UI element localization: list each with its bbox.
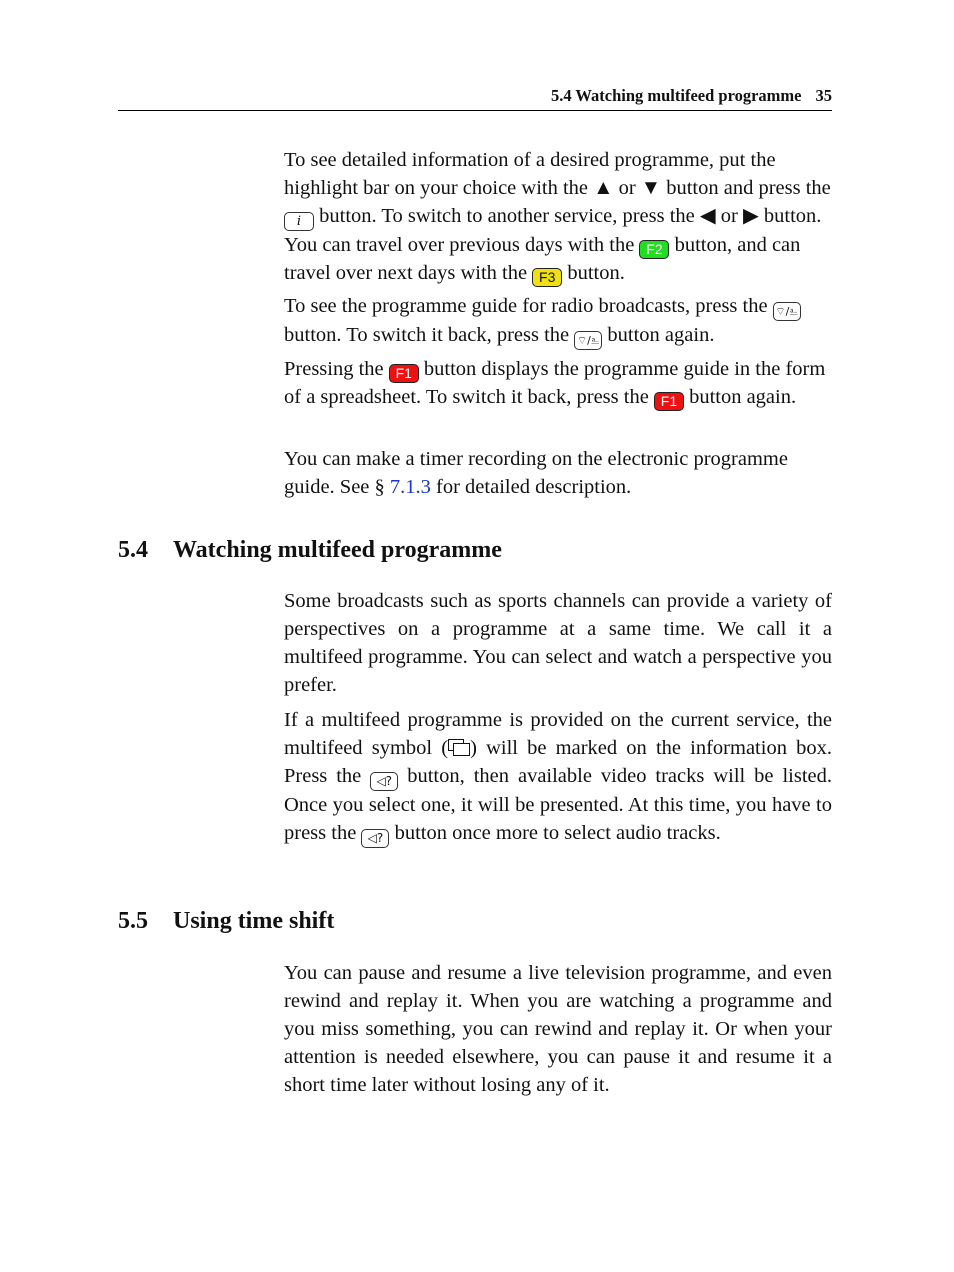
text: button once more to select audio tracks. — [394, 822, 721, 844]
text: button, then available video tracks will be listed. Once you select one, it will be presented. At this time, you have to press the — [284, 765, 833, 844]
text: Pressing the — [284, 358, 384, 380]
paragraph-multifeed-intro: Some broadcasts such as sports channels can provide a variety of perspectives on a programme at a same time. We call it a multifeed programme. You can select and watch a perspective you prefer. — [284, 590, 832, 696]
left-arrow-icon: ◀ — [699, 205, 716, 227]
text: or — [618, 177, 636, 199]
header-section: 5.4 Watching multifeed programme — [550, 86, 802, 105]
section-heading-5-5 — [118, 908, 334, 935]
section-link[interactable]: 7.1.3 — [389, 476, 431, 498]
text: button. To switch it back, press the — [284, 324, 570, 346]
audio-key-icon: ◁? — [370, 772, 398, 791]
section-title: Using time shift — [173, 908, 335, 934]
section-heading-5-4 — [118, 537, 502, 564]
text: button. You can travel over previous days with the — [284, 205, 822, 256]
section-title: Watching multifeed programme — [173, 537, 502, 563]
section-number: 5.4 — [118, 537, 148, 563]
f1-key-icon: F1 — [654, 392, 684, 411]
down-arrow-icon: ▼ — [640, 177, 662, 199]
text: for detailed description. — [436, 476, 632, 498]
section-number: 5.5 — [118, 908, 148, 934]
text: button, and can travel over next days with the — [284, 234, 801, 284]
text: You can make a timer recording on the electronic programme guide. See § — [284, 448, 788, 498]
text: ) will be marked on the information box. Press the — [284, 737, 832, 787]
text: If a multifeed programme is provided on the current service, the multifeed symbol ( — [284, 709, 832, 759]
paragraph-timer — [284, 445, 832, 501]
text: button again. — [607, 324, 715, 346]
text: To see detailed information of a desired programme, put the highlight bar on your choice with the — [284, 149, 776, 199]
right-arrow-icon: ▶ — [743, 205, 759, 227]
text: button. — [567, 262, 625, 284]
f2-key-icon: F2 — [639, 240, 669, 259]
text: button displays the programme guide in the form of a spreadsheet. To switch it back, press the — [284, 358, 826, 408]
page-number: 35 — [815, 86, 832, 105]
tv-radio-key-icon: ⌔/⎁ — [574, 331, 602, 350]
up-arrow-icon: ▲ — [593, 177, 614, 199]
paragraph-multifeed-select — [284, 706, 832, 848]
text: or — [720, 205, 738, 227]
paragraph-radio-guide — [284, 292, 832, 350]
f1-key-icon: F1 — [389, 364, 419, 383]
text: To see the programme guide for radio broadcasts, press the — [284, 295, 768, 317]
text: button. To switch to another service, press the — [319, 205, 695, 227]
f3-key-icon: F3 — [532, 268, 562, 287]
text: button again. — [689, 386, 797, 408]
paragraph-time-shift: You can pause and resume a live television programme, and even rewind and replay it. When you are watching a programme and you miss something, you can rewind and replay it. Or when your attention is needed elsewhere, you can pause it and resume it a short time later without losing any of it. — [284, 962, 832, 1096]
text: button and press the — [666, 177, 831, 199]
running-header — [118, 86, 832, 111]
audio-key-icon: ◁? — [361, 829, 389, 848]
info-key-icon: i — [284, 212, 314, 231]
tv-radio-key-icon: ⌔/⎁ — [773, 302, 801, 321]
multifeed-icon — [448, 739, 470, 756]
paragraph-spreadsheet — [284, 355, 832, 411]
paragraph-epg-info — [284, 146, 832, 287]
